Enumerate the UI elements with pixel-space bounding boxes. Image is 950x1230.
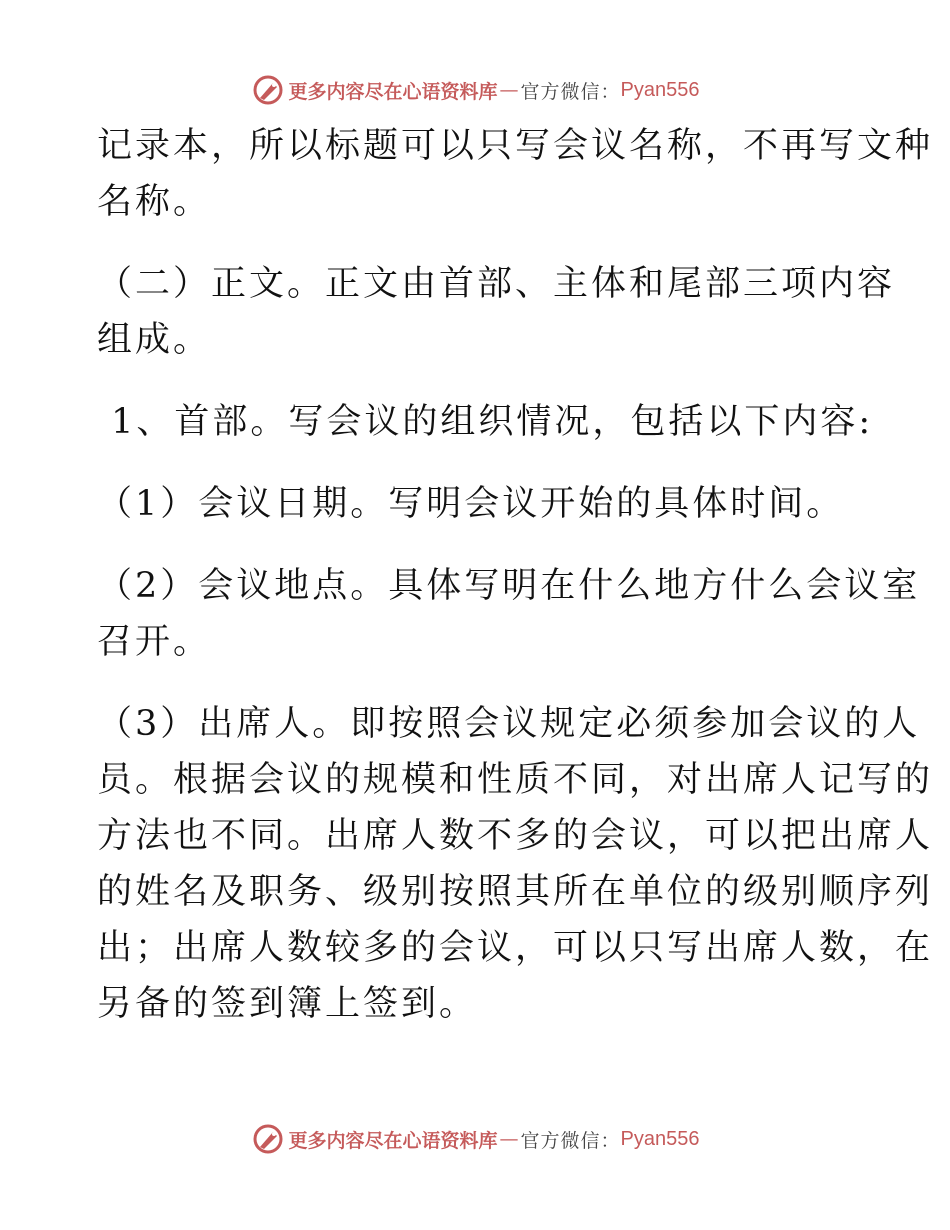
text-line: （2）会议地点。具体写明在什么地方什么会议室 [97, 566, 921, 606]
paragraph-3 [97, 394, 874, 450]
paragraph-5 [97, 558, 921, 670]
text-line: 1、首部。写会议的组织情况，包括以下内容: [97, 402, 874, 442]
document-body [97, 118, 934, 1032]
watermark-wechat-label: 官方微信： [520, 1129, 621, 1152]
paragraph-4 [97, 476, 857, 532]
watermark-wechat-id: Pyan556 [620, 78, 700, 101]
watermark-dash: — [499, 79, 519, 101]
text-line: 的姓名及职务、级别按照其所在单位的级别顺序列 [97, 872, 934, 912]
text-line: 另备的签到簿上签到。 [97, 984, 478, 1024]
footer-watermark [0, 1119, 950, 1159]
paragraph-1 [97, 118, 934, 230]
pen-nib-circle-icon [251, 1122, 285, 1156]
text-line: 员。根据会议的规模和性质不同，对出席人记写的 [97, 760, 934, 800]
text-line: 组成。 [97, 320, 212, 360]
header-watermark [0, 70, 950, 110]
text-line: （1）会议日期。写明会议开始的具体时间。 [97, 484, 845, 524]
text-line: 名称。 [97, 182, 212, 222]
text-line: 方法也不同。出席人数不多的会议，可以把出席人 [97, 816, 934, 856]
pen-nib-circle-icon [251, 73, 285, 107]
watermark-left-text: 更多内容尽在心语资料库 [288, 80, 498, 103]
paragraph-6 [97, 696, 934, 1032]
watermark-dash: — [499, 1128, 519, 1150]
text-line: 出；出席人数较多的会议，可以只写出席人数，在 [97, 928, 934, 968]
paragraph-2 [97, 256, 896, 368]
text-line: 记录本，所以标题可以只写会议名称，不再写文种 [97, 126, 934, 166]
text-line: （3）出席人。即按照会议规定必须参加会议的人 [97, 704, 921, 744]
text-line: （二）正文。正文由首部、主体和尾部三项内容 [97, 264, 896, 304]
watermark-wechat-id: Pyan556 [620, 1127, 700, 1150]
watermark-wechat-label: 官方微信： [520, 80, 621, 103]
text-line: 召开。 [97, 622, 212, 662]
watermark-left-text: 更多内容尽在心语资料库 [288, 1129, 498, 1152]
